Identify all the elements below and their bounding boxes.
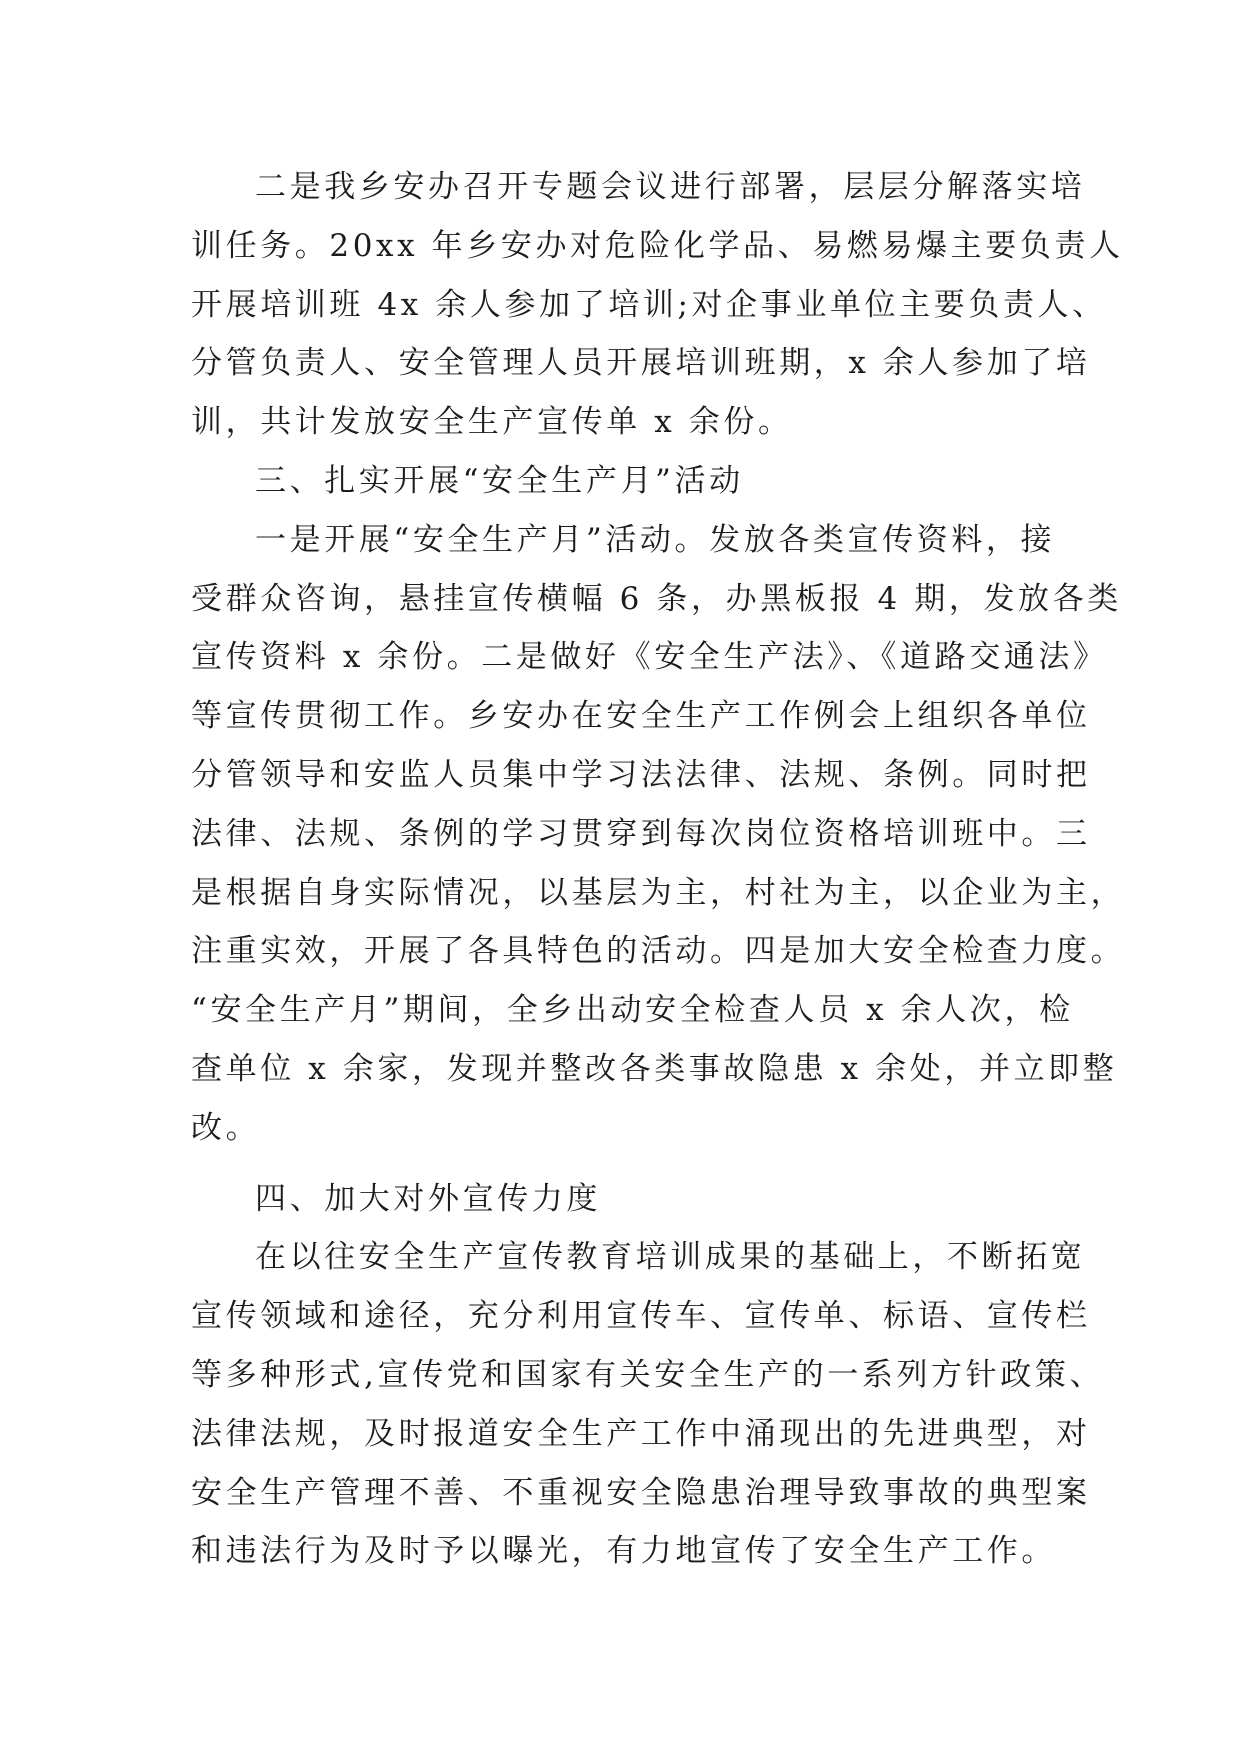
text-line: 和违法行为及时予以曝光，有力地宣传了安全生产工作。	[191, 1533, 1056, 1570]
text-line: “安全生产月”期间，全乡出动安全检查人员 x 余人次，检	[191, 992, 1074, 1029]
paragraph-first-line: 三、扎实开展“安全生产月”活动	[255, 462, 744, 499]
text-line: 开展培训班 4x 余人参加了培训;对企事业单位主要负责人、	[191, 286, 1107, 323]
paragraph-gap	[191, 1158, 1051, 1170]
text-line: 宣传资料 x 余份。二是做好《安全生产法》、《道路交通法》	[191, 639, 1108, 676]
text-line: 分管负责人、安全管理人员开展培训班期，x 余人参加了培	[191, 345, 1091, 382]
paragraph-first-line: 在以往安全生产宣传教育培训成果的基础上，不断拓宽	[255, 1239, 1086, 1276]
text-line: 训，共计发放安全生产宣传单 x 余份。	[191, 404, 793, 441]
text-line: 等宣传贯彻工作。乡安办在安全生产工作例会上组织各单位	[191, 698, 1091, 735]
text-line: 分管领导和安监人员集中学习法法律、法规、条例。同时把	[191, 756, 1091, 793]
document-body	[191, 158, 1126, 1581]
paragraph-first-line: 一是开展“安全生产月”活动。发放各类宣传资料，接	[255, 521, 1056, 558]
text-line: 法律法规，及时报道安全生产工作中涌现出的先进典型，对	[191, 1415, 1091, 1452]
paragraph-first-line: 四、加大对外宣传力度	[255, 1180, 601, 1217]
text-line: 改。	[191, 1109, 261, 1146]
text-line: 训任务。20xx 年乡安办对危险化学品、易燃易爆主要负责人	[191, 227, 1124, 264]
text-line: 注重实效，开展了各具特色的活动。四是加大安全检查力度。	[191, 933, 1126, 970]
text-line: 受群众咨询，悬挂宣传横幅 6 条，办黑板报 4 期，发放各类	[191, 580, 1122, 617]
text-line: 是根据自身实际情况，以基层为主，村社为主，以企业为主，	[191, 874, 1126, 911]
text-line: 查单位 x 余家，发现并整改各类事故隐患 x 余处，并立即整	[191, 1050, 1118, 1087]
text-line: 法律、法规、条例的学习贯穿到每次岗位资格培训班中。三	[191, 815, 1091, 852]
text-line: 宣传领域和途径，充分利用宣传车、宣传单、标语、宣传栏	[191, 1298, 1091, 1335]
text-line: 安全生产管理不善、不重视安全隐患治理导致事故的典型案	[191, 1474, 1091, 1511]
paragraph-first-line: 二是我乡安办召开专题会议进行部署，层层分解落实培	[255, 169, 1086, 205]
text-line: 等多种形式,宣传党和国家有关安全生产的一系列方针政策、	[191, 1356, 1105, 1393]
